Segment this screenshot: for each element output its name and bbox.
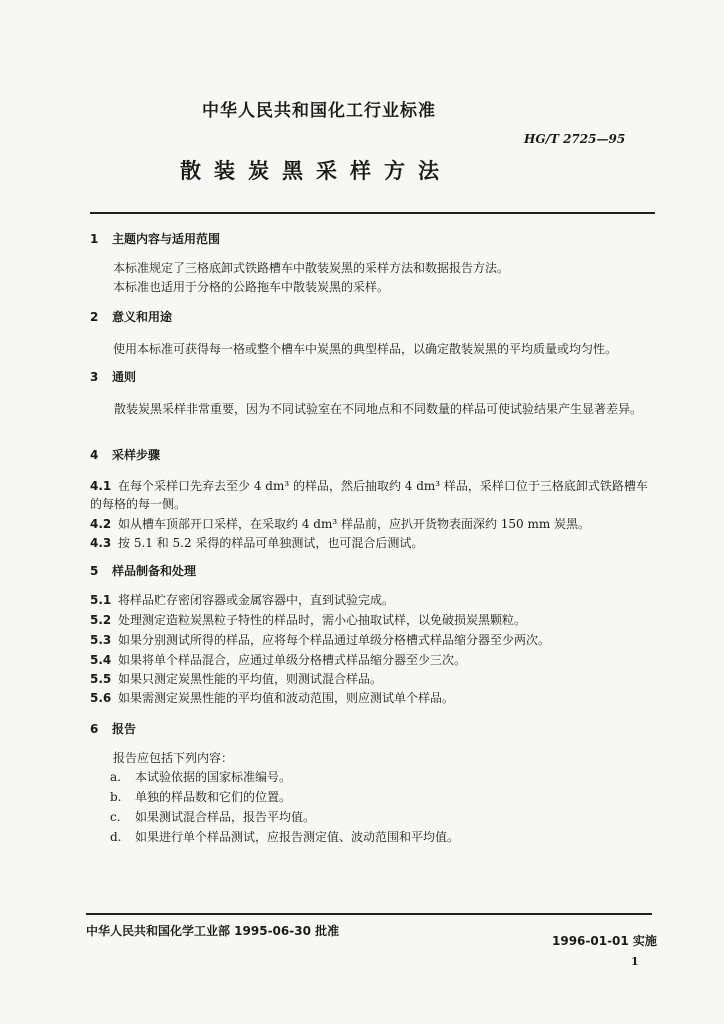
list-item [90,612,526,628]
list-item [90,632,550,648]
item-number: 5.1 [90,593,112,607]
paragraph: 本标准也适用于分格的公路拖车中散装炭黑的采样。 [113,280,390,294]
approval-line: 中华人民共和国化学工业部 1995-06-30 批准 [86,924,340,938]
section-4-heading [90,446,160,463]
item-number: 4.1 [90,479,112,493]
section-number: 4 [90,448,99,462]
list-item [110,769,291,785]
item-text: 本试验依据的国家标准编号。 [135,770,292,784]
effective-date: 1996-01-01 实施 [552,934,657,948]
footer-divider [86,913,652,915]
item-number: 4.2 [90,517,112,531]
section-number: 5 [90,564,99,578]
item-number: 5.3 [90,633,112,647]
section-number: 1 [90,232,99,246]
item-text: 如果进行单个样品测试，应报告测定值、波动范围和平均值。 [135,830,460,844]
item-text: 如果测试混合样品，报告平均值。 [135,810,316,824]
list-item [110,829,459,845]
item-number: 5.5 [90,672,112,686]
section-title: 通则 [112,370,137,384]
item-letter: c. [110,810,121,824]
paragraph: 报告应包括下列内容： [113,751,234,765]
section-3-heading [90,368,136,385]
section-number: 2 [90,310,99,324]
item-text: 如从槽车顶部开口采样，在采取约 4 dm³ 样品前，应扒开货物表面深约 150 mm 炭黑。 [118,517,591,531]
section-number: 3 [90,370,99,384]
list-item [90,652,466,668]
section-title: 采样步骤 [112,448,161,462]
item-text: 按 5.1 和 5.2 采得的样品可单独测试，也可混合后测试。 [118,536,424,550]
list-item [90,690,454,706]
paragraph: 本标准规定了三格底卸式铁路槽车中散装炭黑的采样方法和数据报告方法。 [113,261,510,275]
list-item [110,809,315,825]
document-title: 散装炭黑采样方法 [180,159,452,183]
item-letter: b. [110,790,122,804]
page-number: 1 [631,955,639,968]
section-title: 主题内容与适用范围 [112,232,221,246]
item-text: 如果需测定炭黑性能的平均值和波动范围，则应测试单个样品。 [118,691,455,705]
item-text: 处理测定造粒炭黑粒子特性的样品时，需小心抽取试样，以免破损炭黑颗粒。 [118,613,527,627]
item-text: 将样品贮存密闭容器或金属容器中，直到试验完成。 [118,593,395,607]
item-letter: d. [110,830,122,844]
section-title: 意义和用途 [112,310,173,324]
list-item [90,671,382,687]
list-item [90,592,394,608]
standard-name: 中华人民共和国化工行业标准 [202,101,436,121]
list-item [90,516,590,532]
section-6-heading [90,720,136,737]
item-text: 单独的样品数和它们的位置。 [135,790,292,804]
list-item [90,535,423,551]
section-5-heading [90,562,196,579]
list-item [110,789,291,805]
item-text: 如果将单个样品混合，应通过单级分格槽式样品缩分器至少三次。 [118,653,467,667]
paragraph: 散装炭黑采样非常重要，因为不同试验室在不同地点和不同数量的样品可使试验结果产生显著差异。 [114,402,643,416]
section-title: 报告 [112,722,137,736]
item-number: 5.4 [90,653,112,667]
item-number: 5.2 [90,613,112,627]
section-number: 6 [90,722,99,736]
standard-code: HG/T 2725—95 [524,132,626,146]
item-letter: a. [110,770,121,784]
section-title: 样品制备和处理 [112,564,197,578]
item-number: 5.6 [90,691,112,705]
item-text: 在每个采样口先弃去至少 4 dm³ 的样品，然后抽取约 4 dm³ 样品，采样口位于三格底卸式铁路槽车的每格的每一侧。 [90,479,648,511]
section-2-heading [90,308,172,325]
list-item [90,477,655,513]
item-text: 如果只测定炭黑性能的平均值，则测试混合样品。 [118,672,383,686]
header-divider [90,212,655,214]
item-number: 4.3 [90,536,112,550]
paragraph: 使用本标准可获得每一格或整个槽车中炭黑的典型样品，以确定散装炭黑的平均质量或均匀性。 [113,342,618,356]
item-text: 如果分别测试所得的样品，应将每个样品通过单级分格槽式样品缩分器至少两次。 [118,633,551,647]
section-1-heading [90,230,220,247]
